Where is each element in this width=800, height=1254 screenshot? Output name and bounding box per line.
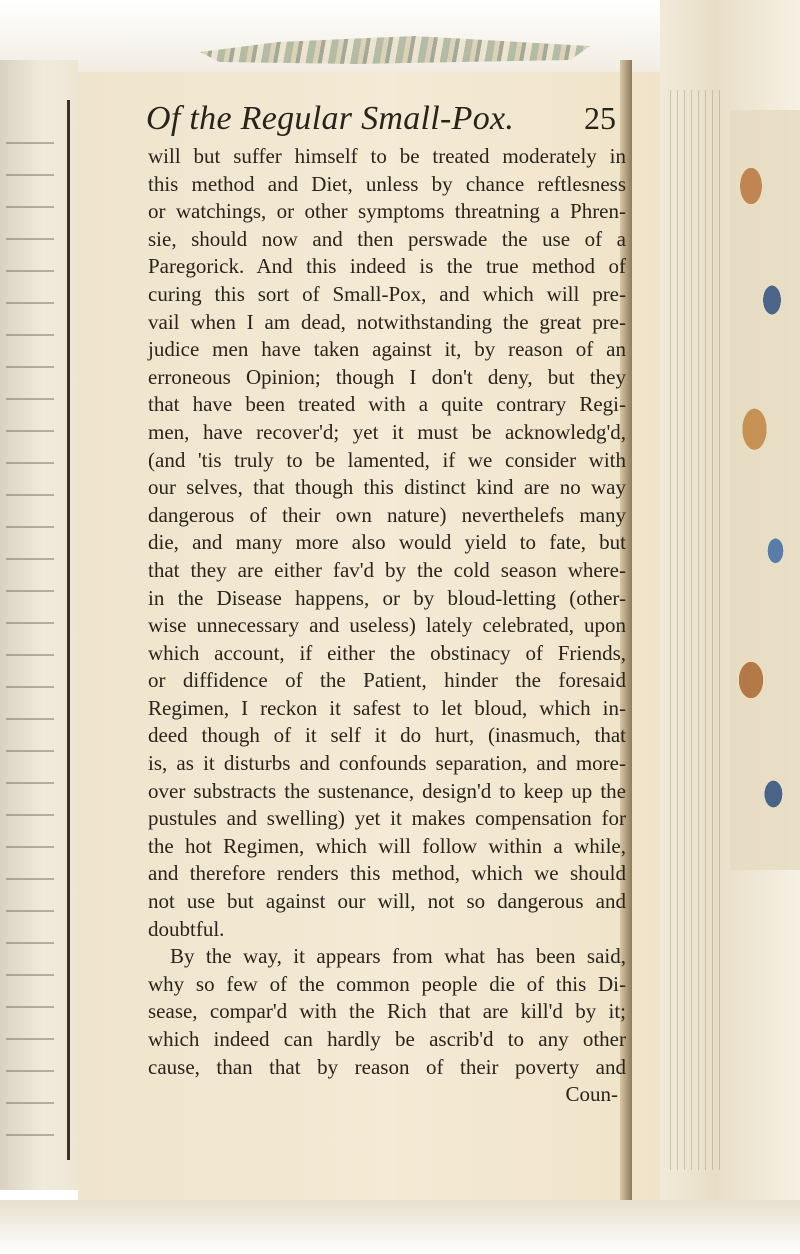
page-stack-edges <box>670 90 720 1170</box>
text-line: and therefore renders this method, which we should <box>148 861 626 886</box>
text-line: which account, if either the obstinacy of Friends, <box>148 640 626 665</box>
text-line: why so few of the common people die of this Di- <box>148 971 626 996</box>
text-line: die, and many more also would yield to fate, but <box>148 530 626 555</box>
text-line: wise unnecessary and useless) lately celebrated, upon <box>148 613 626 638</box>
text-line: sie, should now and then perswade the use of a <box>148 226 626 251</box>
catchword: Coun- <box>565 1082 618 1107</box>
text-line: cause, than that by reason of their poverty and <box>148 1054 626 1079</box>
text-line: Regimen, I reckon it safest to let bloud, which in- <box>148 695 626 720</box>
text-line: in the Disease happens, or by bloud-letting (other- <box>148 585 626 610</box>
text-line: erroneous Opinion; though I don't deny, but they <box>148 364 626 389</box>
text-line: curing this sort of Small-Pox, and which will pre- <box>148 281 626 306</box>
gutter-shadow <box>67 100 70 1160</box>
text-line: that they are either fav'd by the cold season where- <box>148 557 626 582</box>
text-line: deed though of it self it do hurt, (inasmuch, that <box>148 723 626 748</box>
page-number: 25 <box>584 100 616 136</box>
marbled-endpaper <box>730 110 800 870</box>
text-line: or diffidence of the Patient, hinder the foresaid <box>148 668 626 693</box>
text-line: which indeed can hardly be ascrib'd to any other <box>148 1027 626 1051</box>
binding-edge <box>660 0 800 1254</box>
text-line: not use but against our will, not so dangerous and <box>148 889 626 914</box>
text-line: vail when I am dead, notwithstanding the great pre- <box>148 309 626 334</box>
text-line: that have been treated with a quite contrary Regi- <box>148 392 626 417</box>
text-line: doubtful. <box>148 916 225 941</box>
text-line: or watchings, or other symptoms threatning a Phren- <box>148 199 626 224</box>
text-line: By the way, it appears from what has been said, <box>170 944 626 969</box>
facing-page-text-fragments <box>6 120 54 1140</box>
bottom-margin <box>0 1200 800 1254</box>
text-line: men, have recover'd; yet it must be acknowledg'd, <box>148 419 626 444</box>
body-text <box>148 143 626 1109</box>
text-line: our selves, that though this distinct kind are no way <box>148 475 626 500</box>
text-line: Paregorick. And this indeed is the true method of <box>148 254 626 279</box>
text-line: pustules and swelling) yet it makes compensation for <box>148 806 626 831</box>
text-line: (and 'tis truly to be lamented, if we consider with <box>148 447 626 472</box>
text-line: is, as it disturbs and confounds separation, and more- <box>148 751 626 776</box>
text-line: this method and Diet, unless by chance reftlesness <box>148 171 626 196</box>
facing-page-edge <box>0 60 78 1190</box>
torn-decorative-paper <box>200 28 590 68</box>
page-header <box>146 88 616 144</box>
text-line: will but suffer himself to be treated moderately in <box>148 144 626 168</box>
text-line: the hot Regimen, which will follow within a while, <box>148 833 626 858</box>
text-line: sease, compar'd with the Rich that are kill'd by it; <box>148 999 626 1024</box>
running-head: Of the Regular Small-Pox. <box>146 100 515 137</box>
text-line: dangerous of their own nature) neverthelefs many <box>148 502 626 527</box>
text-line: judice men have taken against it, by reason of an <box>148 337 626 362</box>
text-line: over substracts the sustenance, design'd to keep up the <box>148 778 626 803</box>
